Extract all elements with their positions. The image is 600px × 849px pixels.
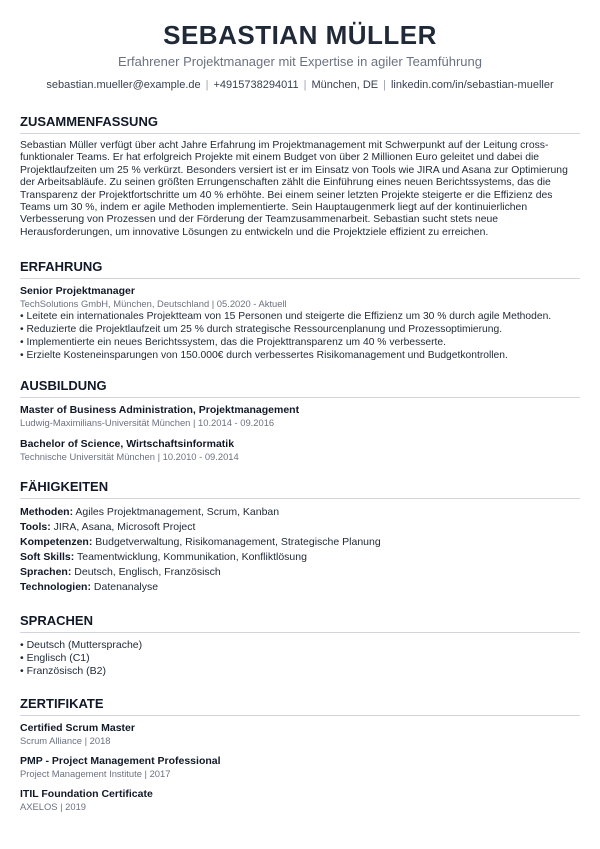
phone-number[interactable]: +4915738294011 — [213, 79, 299, 91]
section-title-experience: ERFAHRUNG — [20, 259, 580, 279]
education-entry — [20, 404, 580, 429]
skill-value: Datenanalyse — [93, 581, 159, 594]
certificate-meta: Project Management Institute | 2017 — [20, 768, 171, 780]
skill-row — [20, 565, 580, 580]
contact-separator: | — [205, 79, 209, 91]
skill-label: Sprachen: — [20, 566, 72, 579]
certificate-name: Certified Scrum Master — [20, 722, 135, 735]
certificates-section — [20, 696, 580, 813]
job-bullet: • Erzielte Kosteneinsparungen von 150.000€ durch verbessertes Risikomanagement und Budgetkontrollen. — [20, 349, 580, 362]
email-link[interactable]: sebastian.mueller@example.de — [46, 79, 201, 91]
contact-line — [20, 78, 580, 92]
skill-label: Methoden: — [20, 506, 74, 519]
section-title-skills: FÄHIGKEITEN — [20, 479, 580, 499]
skill-row — [20, 580, 580, 595]
job-bullet: • Leitete ein internationales Projektteam von 15 Personen und steigerte die Effizienz um 30 % durch agile Methoden. — [20, 310, 580, 323]
skill-row — [20, 535, 580, 550]
skill-row — [20, 505, 580, 520]
skill-label: Technologien: — [20, 581, 91, 594]
job-role: Senior Projektmanager — [20, 285, 135, 298]
languages-section — [20, 613, 580, 678]
job-entry — [20, 285, 580, 362]
certificate-entry — [20, 755, 580, 780]
skill-value: JIRA, Asana, Microsoft Project — [53, 521, 196, 534]
language-item: • Deutsch (Muttersprache) — [20, 639, 580, 652]
skills-section — [20, 479, 580, 595]
skill-value: Deutsch, Englisch, Französisch — [74, 566, 221, 579]
skill-value: Budgetverwaltung, Risikomanagement, Strategische Planung — [95, 536, 381, 549]
certificate-meta: Scrum Alliance | 2018 — [20, 735, 111, 747]
education-degree: Master of Business Administration, Projektmanagement — [20, 404, 300, 417]
certificate-name: PMP - Project Management Professional — [20, 755, 221, 768]
language-list — [20, 639, 580, 678]
certificate-name: ITIL Foundation Certificate — [20, 788, 153, 801]
skill-label: Tools: — [20, 521, 51, 534]
section-title-summary: ZUSAMMENFASSUNG — [20, 114, 580, 134]
education-section — [20, 378, 580, 463]
job-meta: TechSolutions GmbH, München, Deutschland | 05.2020 - Aktuell — [20, 298, 287, 310]
summary-text: Sebastian Müller verfügt über acht Jahre Erfahrung im Projektmanagement mit Schwerpunkt auf der Leitung cross-funktionaler Teams. Er hat erfolgreich Projekte mit einem Budget von über 2 Millionen Euro geleitet und dabei die Projektlaufzeiten um 25 % verkürzt. Besonders versiert ist er im Einsatz von Tools wie JIRA und Asana zur Optimierung der Arbeitsabläufe. Zu seinen größten Errungenschaften zählt die Einführung eines neuen Berichtssystems, das die Transparenz der Projektfortschritte um 40 % erhöhte. Bei einem seiner letzten Projekte steigerte er die Effizienz des Teams um 30 %, indem er agile Methoden implementierte. Sein Hauptaugenmerk liegt auf der kontinuierlichen Verbesserung von Prozessen und der Förderung der Teamzusammenarbeit. Sebastian sucht stets neue Herausforderungen, um innovative Lösungen zu entwickeln und die Projektziele effizient zu erreichen. — [20, 140, 568, 238]
job-bullets — [20, 310, 580, 362]
certificate-entry — [20, 788, 580, 813]
education-meta: Technische Universität München | 10.2010 - 09.2014 — [20, 451, 239, 463]
language-item: • Englisch (C1) — [20, 652, 580, 665]
section-title-certificates: ZERTIFIKATE — [20, 696, 580, 716]
linkedin-link[interactable]: linkedin.com/in/sebastian-mueller — [390, 79, 554, 91]
certificate-meta: AXELOS | 2019 — [20, 801, 87, 813]
education-meta: Ludwig-Maximilians-Universität München | 10.2014 - 09.2016 — [20, 417, 275, 429]
contact-separator: | — [383, 79, 386, 91]
contact-separator: | — [303, 79, 307, 91]
location-text: München, DE — [311, 79, 379, 91]
section-title-education: AUSBILDUNG — [20, 378, 580, 398]
certificate-entry — [20, 722, 580, 747]
skill-value: Teamentwicklung, Kommunikation, Konfliktlösung — [77, 551, 307, 564]
skill-row — [20, 550, 580, 565]
education-degree: Bachelor of Science, Wirtschaftsinformatik — [20, 438, 235, 451]
resume-header — [20, 20, 580, 92]
skill-label: Kompetenzen: — [20, 536, 93, 549]
job-bullet: • Implementierte ein neues Berichtssystem, das die Projekttransparenz um 40 % verbesserte. — [20, 336, 580, 349]
skill-value: Agiles Projektmanagement, Scrum, Kanban — [75, 506, 280, 519]
experience-section — [20, 259, 580, 362]
candidate-name: SEBASTIAN MÜLLER — [163, 20, 437, 50]
skill-label: Soft Skills: — [20, 551, 75, 564]
education-entry — [20, 438, 580, 463]
skill-row — [20, 520, 580, 535]
language-item: • Französisch (B2) — [20, 665, 580, 678]
candidate-subtitle: Erfahrener Projektmanager mit Expertise in agiler Teamführung — [118, 54, 482, 69]
summary-section — [20, 114, 580, 239]
section-title-languages: SPRACHEN — [20, 613, 580, 633]
job-bullet: • Reduzierte die Projektlaufzeit um 25 % durch strategische Ressourcenplanung und Prozessoptimierung. — [20, 323, 580, 336]
